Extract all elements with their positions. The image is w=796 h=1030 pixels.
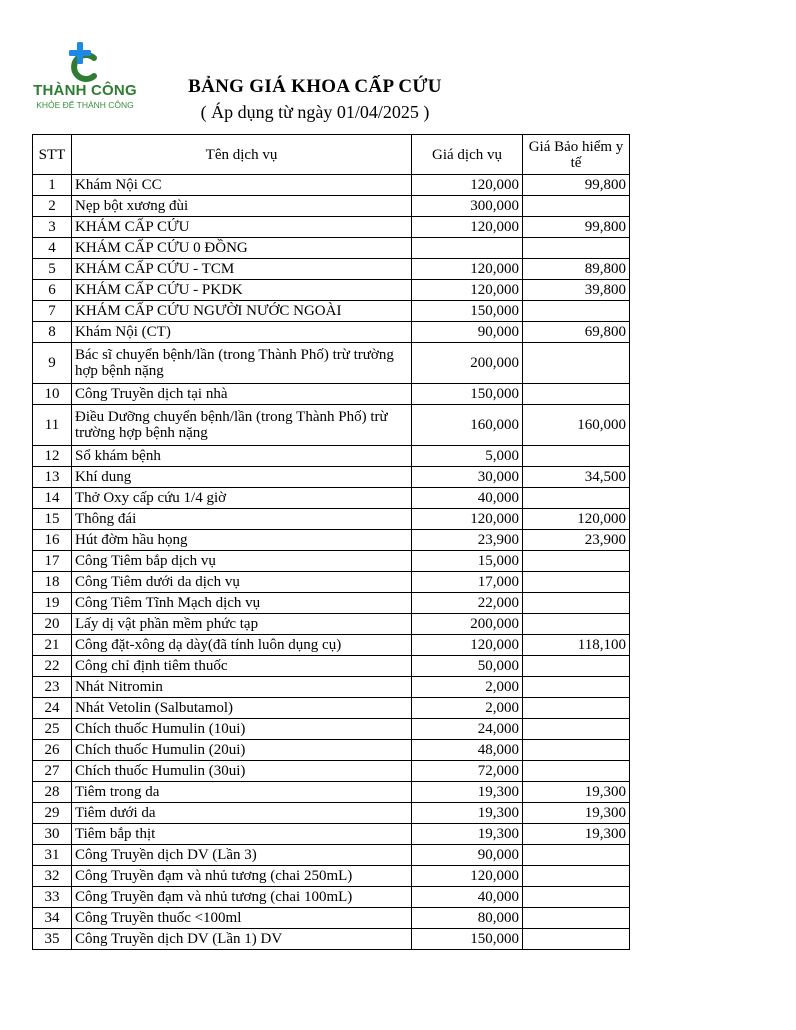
cell-service-name: Công Tiêm Tĩnh Mạch dịch vụ xyxy=(72,593,412,614)
table-header-row xyxy=(33,135,630,175)
cell-service-name: Thở Oxy cấp cứu 1/4 giờ xyxy=(72,488,412,509)
cell-price: 2,000 xyxy=(412,677,523,698)
cell-price: 120,000 xyxy=(412,866,523,887)
cell-service-name: Tiêm trong da xyxy=(72,782,412,803)
cell-stt: 25 xyxy=(33,719,72,740)
cell-insurance-price xyxy=(523,238,630,259)
cell-insurance-price xyxy=(523,614,630,635)
cell-service-name: Khí dung xyxy=(72,467,412,488)
cell-insurance-price xyxy=(523,656,630,677)
cell-price: 40,000 xyxy=(412,488,523,509)
cell-insurance-price: 23,900 xyxy=(523,530,630,551)
cell-stt: 22 xyxy=(33,656,72,677)
cell-service-name: KHÁM CẤP CỨU xyxy=(72,217,412,238)
cell-stt: 17 xyxy=(33,551,72,572)
cell-service-name: KHÁM CẤP CỨU NGƯỜI NƯỚC NGOÀI xyxy=(72,301,412,322)
cell-stt: 15 xyxy=(33,509,72,530)
table-row xyxy=(33,175,630,196)
cell-price: 150,000 xyxy=(412,384,523,405)
cell-insurance-price: 19,300 xyxy=(523,803,630,824)
cell-stt: 11 xyxy=(33,405,72,446)
cell-stt: 9 xyxy=(33,343,72,384)
cell-service-name: Nhát Nitromin xyxy=(72,677,412,698)
cell-insurance-price xyxy=(523,196,630,217)
cell-price: 150,000 xyxy=(412,301,523,322)
cell-service-name: Công đặt-xông dạ dày(đã tính luôn dụng cụ) xyxy=(72,635,412,656)
cell-stt: 13 xyxy=(33,467,72,488)
table-row xyxy=(33,322,630,343)
table-row xyxy=(33,656,630,677)
cell-insurance-price: 34,500 xyxy=(523,467,630,488)
table-row xyxy=(33,509,630,530)
cell-service-name: Công Truyền thuốc <100ml xyxy=(72,908,412,929)
page-title: BẢNG GIÁ KHOA CẤP CỨU xyxy=(188,76,442,97)
cell-price: 40,000 xyxy=(412,887,523,908)
cell-price: 300,000 xyxy=(412,196,523,217)
cell-insurance-price: 118,100 xyxy=(523,635,630,656)
table-row xyxy=(33,384,630,405)
cell-service-name: Nhát Vetolin (Salbutamol) xyxy=(72,698,412,719)
cell-insurance-price: 69,800 xyxy=(523,322,630,343)
table-row xyxy=(33,866,630,887)
column-header-service: Tên dịch vụ xyxy=(72,135,412,175)
cell-price: 120,000 xyxy=(412,280,523,301)
table-row xyxy=(33,782,630,803)
cell-insurance-price: 120,000 xyxy=(523,509,630,530)
cell-price: 19,300 xyxy=(412,824,523,845)
cell-insurance-price: 99,800 xyxy=(523,217,630,238)
cell-service-name: Công chỉ định tiêm thuốc xyxy=(72,656,412,677)
cell-insurance-price xyxy=(523,343,630,384)
cell-price: 48,000 xyxy=(412,740,523,761)
table-row xyxy=(33,238,630,259)
table-row xyxy=(33,530,630,551)
cell-stt: 1 xyxy=(33,175,72,196)
cell-stt: 10 xyxy=(33,384,72,405)
table-row xyxy=(33,572,630,593)
table-row xyxy=(33,887,630,908)
cell-insurance-price xyxy=(523,301,630,322)
logo-tagline: KHỎE ĐỂ THÀNH CÔNG xyxy=(36,100,134,110)
table-row xyxy=(33,824,630,845)
cell-insurance-price: 19,300 xyxy=(523,782,630,803)
cell-price: 160,000 xyxy=(412,405,523,446)
cell-stt: 16 xyxy=(33,530,72,551)
cell-stt: 12 xyxy=(33,446,72,467)
cell-price: 120,000 xyxy=(412,217,523,238)
cell-insurance-price xyxy=(523,593,630,614)
column-header-insurance-price: Giá Bảo hiểm y tế xyxy=(523,135,630,175)
cell-service-name: KHÁM CẤP CỨU 0 ĐỒNG xyxy=(72,238,412,259)
table-row xyxy=(33,446,630,467)
cell-price: 15,000 xyxy=(412,551,523,572)
cell-stt: 23 xyxy=(33,677,72,698)
cell-service-name: KHÁM CẤP CỨU - PKDK xyxy=(72,280,412,301)
cell-service-name: Chích thuốc Humulin (30ui) xyxy=(72,761,412,782)
cell-price: 2,000 xyxy=(412,698,523,719)
cell-price: 90,000 xyxy=(412,845,523,866)
cell-service-name: Thông đái xyxy=(72,509,412,530)
cell-service-name: Chích thuốc Humulin (20ui) xyxy=(72,740,412,761)
table-row xyxy=(33,343,630,384)
table-row xyxy=(33,677,630,698)
cell-service-name: Sổ khám bệnh xyxy=(72,446,412,467)
cell-service-name: Công Tiêm bắp dịch vụ xyxy=(72,551,412,572)
cell-service-name: Công Tiêm dưới da dịch vụ xyxy=(72,572,412,593)
cell-insurance-price xyxy=(523,887,630,908)
table-row xyxy=(33,593,630,614)
cell-stt: 8 xyxy=(33,322,72,343)
cell-insurance-price xyxy=(523,929,630,950)
cell-stt: 26 xyxy=(33,740,72,761)
cell-stt: 29 xyxy=(33,803,72,824)
logo-name: THÀNH CÔNG xyxy=(33,82,137,99)
cell-price: 120,000 xyxy=(412,175,523,196)
cell-stt: 33 xyxy=(33,887,72,908)
cell-price: 19,300 xyxy=(412,782,523,803)
table-row xyxy=(33,259,630,280)
cell-price: 50,000 xyxy=(412,656,523,677)
medical-cross-c-icon xyxy=(66,40,102,84)
cell-service-name: Nẹp bột xương đùi xyxy=(72,196,412,217)
cell-stt: 4 xyxy=(33,238,72,259)
cell-stt: 2 xyxy=(33,196,72,217)
cell-price: 23,900 xyxy=(412,530,523,551)
cell-stt: 35 xyxy=(33,929,72,950)
cell-service-name: Tiêm bắp thịt xyxy=(72,824,412,845)
cell-price: 90,000 xyxy=(412,322,523,343)
table-row xyxy=(33,196,630,217)
cell-insurance-price xyxy=(523,719,630,740)
cell-insurance-price: 39,800 xyxy=(523,280,630,301)
cell-insurance-price xyxy=(523,677,630,698)
cell-stt: 21 xyxy=(33,635,72,656)
cell-stt: 28 xyxy=(33,782,72,803)
cell-service-name: KHÁM CẤP CỨU - TCM xyxy=(72,259,412,280)
cell-insurance-price xyxy=(523,740,630,761)
table-row xyxy=(33,845,630,866)
cell-price: 5,000 xyxy=(412,446,523,467)
logo xyxy=(30,40,140,112)
column-header-stt: STT xyxy=(33,135,72,175)
table-row xyxy=(33,698,630,719)
cell-price: 120,000 xyxy=(412,635,523,656)
cell-price: 22,000 xyxy=(412,593,523,614)
cell-stt: 30 xyxy=(33,824,72,845)
cell-insurance-price xyxy=(523,384,630,405)
cell-price: 17,000 xyxy=(412,572,523,593)
cell-service-name: Lấy dị vật phần mềm phức tạp xyxy=(72,614,412,635)
cell-service-name: Khám Nội CC xyxy=(72,175,412,196)
cell-stt: 5 xyxy=(33,259,72,280)
table-row xyxy=(33,635,630,656)
cell-insurance-price xyxy=(523,572,630,593)
cell-service-name: Tiêm dưới da xyxy=(72,803,412,824)
cell-price: 200,000 xyxy=(412,614,523,635)
cell-service-name: Hút đờm hầu họng xyxy=(72,530,412,551)
cell-stt: 6 xyxy=(33,280,72,301)
table-row xyxy=(33,719,630,740)
cell-insurance-price xyxy=(523,551,630,572)
cell-service-name: Công Truyền đạm và nhủ tương (chai 250mL) xyxy=(72,866,412,887)
cell-price: 19,300 xyxy=(412,803,523,824)
cell-insurance-price xyxy=(523,446,630,467)
cell-insurance-price xyxy=(523,488,630,509)
table-row xyxy=(33,301,630,322)
cell-stt: 19 xyxy=(33,593,72,614)
page-subtitle: ( Áp dụng từ ngày 01/04/2025 ) xyxy=(200,102,430,122)
cell-insurance-price xyxy=(523,866,630,887)
cell-service-name: Khám Nội (CT) xyxy=(72,322,412,343)
cell-stt: 31 xyxy=(33,845,72,866)
table-row xyxy=(33,740,630,761)
cell-price: 120,000 xyxy=(412,509,523,530)
cell-stt: 34 xyxy=(33,908,72,929)
table-row xyxy=(33,280,630,301)
table-row xyxy=(33,467,630,488)
cell-service-name: Công Truyền dịch tại nhà xyxy=(72,384,412,405)
cell-stt: 27 xyxy=(33,761,72,782)
cell-price: 200,000 xyxy=(412,343,523,384)
cell-price: 30,000 xyxy=(412,467,523,488)
table-row xyxy=(33,929,630,950)
cell-stt: 20 xyxy=(33,614,72,635)
cell-price: 120,000 xyxy=(412,259,523,280)
cell-service-name: Công Truyền đạm và nhủ tương (chai 100mL) xyxy=(72,887,412,908)
cell-insurance-price xyxy=(523,845,630,866)
table-row xyxy=(33,761,630,782)
cell-insurance-price xyxy=(523,698,630,719)
cell-stt: 24 xyxy=(33,698,72,719)
table-row xyxy=(33,908,630,929)
table-row xyxy=(33,488,630,509)
table-body xyxy=(33,175,630,950)
cell-service-name: Chích thuốc Humulin (10ui) xyxy=(72,719,412,740)
table-row xyxy=(33,614,630,635)
table-row xyxy=(33,803,630,824)
cell-price: 80,000 xyxy=(412,908,523,929)
column-header-price: Giá dịch vụ xyxy=(412,135,523,175)
table-row xyxy=(33,405,630,446)
cell-insurance-price: 89,800 xyxy=(523,259,630,280)
cell-service-name: Công Truyền dịch DV (Lần 1) DV xyxy=(72,929,412,950)
table-row xyxy=(33,217,630,238)
price-table xyxy=(32,134,630,950)
cell-stt: 14 xyxy=(33,488,72,509)
cell-price: 24,000 xyxy=(412,719,523,740)
cell-price: 72,000 xyxy=(412,761,523,782)
cell-stt: 18 xyxy=(33,572,72,593)
cell-insurance-price: 19,300 xyxy=(523,824,630,845)
cell-stt: 3 xyxy=(33,217,72,238)
cell-insurance-price xyxy=(523,761,630,782)
cell-service-name: Bác sĩ chuyển bệnh/lần (trong Thành Phố) trừ trường hợp bệnh nặng xyxy=(72,343,412,384)
cell-insurance-price: 99,800 xyxy=(523,175,630,196)
cell-price: 150,000 xyxy=(412,929,523,950)
cell-insurance-price: 160,000 xyxy=(523,405,630,446)
cell-service-name: Điều Dưỡng chuyển bệnh/lần (trong Thành Phố) trừ trường hợp bệnh nặng xyxy=(72,405,412,446)
table-row xyxy=(33,551,630,572)
cell-stt: 32 xyxy=(33,866,72,887)
cell-price xyxy=(412,238,523,259)
cell-service-name: Công Truyền dịch DV (Lần 3) xyxy=(72,845,412,866)
cell-stt: 7 xyxy=(33,301,72,322)
cell-insurance-price xyxy=(523,908,630,929)
